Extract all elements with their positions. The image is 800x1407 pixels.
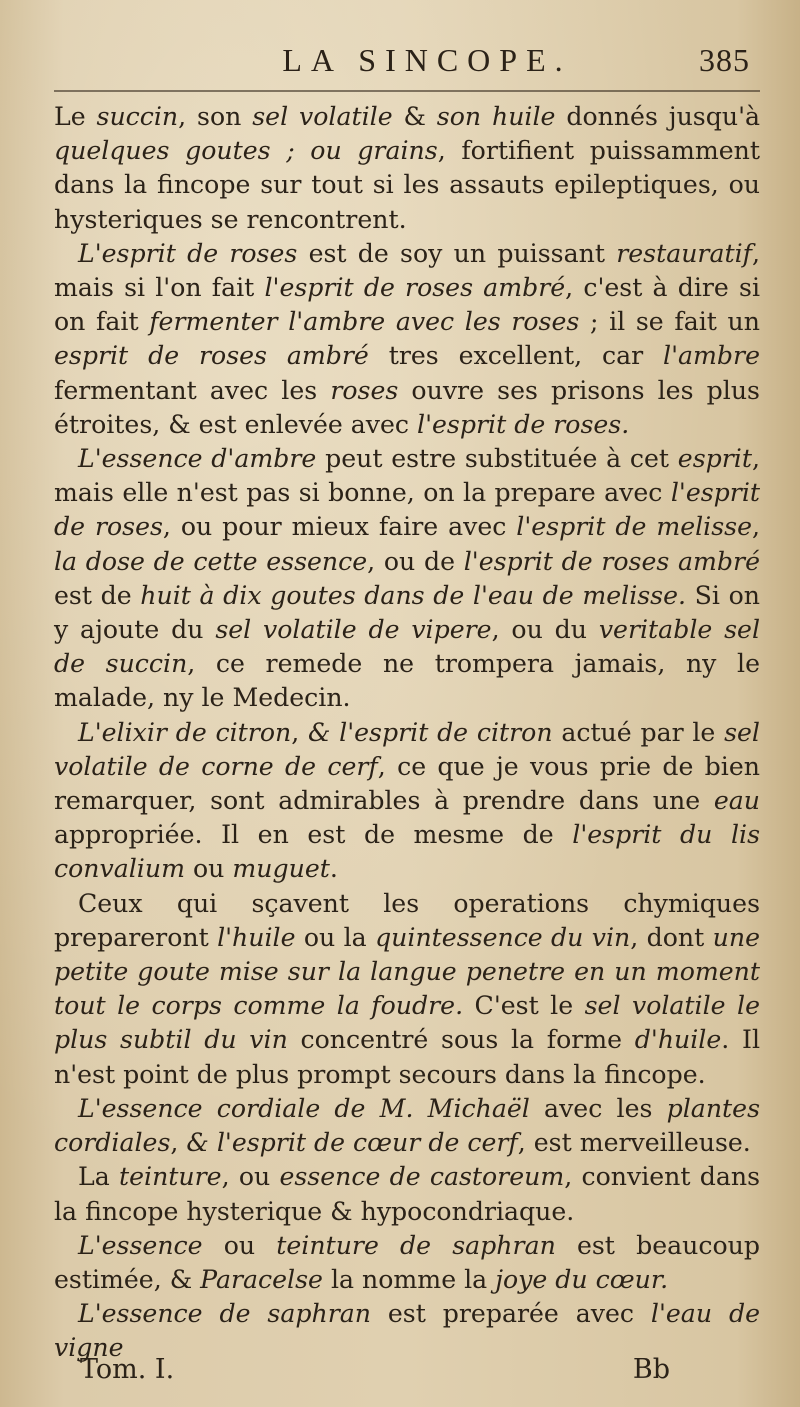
- italic-run: quintessence du vin: [375, 922, 631, 952]
- text-run: est preparée avec: [370, 1299, 651, 1329]
- italic-run: l'huile: [217, 922, 296, 952]
- text-run: , mais si l'on fait: [54, 238, 761, 303]
- paragraph: [54, 100, 760, 237]
- running-header: [54, 42, 760, 90]
- text-run: concentré sous la forme: [287, 1025, 635, 1055]
- italic-run: restauratif: [616, 238, 752, 268]
- italic-run: sel volatile de corne de cerf: [54, 717, 760, 781]
- text-run: donnés jusqu'à: [555, 102, 761, 131]
- header-rule: [54, 90, 760, 92]
- italic-run: l'eau de vigne: [54, 1299, 760, 1363]
- italic-run: roses: [330, 375, 399, 405]
- text-run: Le: [54, 102, 97, 131]
- italic-run: sel volatile: [252, 102, 393, 131]
- text-run: est beaucoup estimée, &: [54, 1230, 760, 1294]
- text-run: ,: [752, 512, 761, 542]
- italic-run: L'elixir de citron: [78, 717, 292, 747]
- text-run: ,: [170, 1128, 187, 1158]
- text-run: , ou: [221, 1162, 280, 1192]
- italic-run: esprit de roses ambré: [54, 341, 369, 371]
- text-run: , ou de: [367, 546, 464, 576]
- italic-run: muguet: [232, 854, 330, 884]
- text-run: , ce remede ne trompera jamais, ny le malade, ny le Medecin.: [54, 649, 760, 713]
- italic-run: eau: [713, 786, 760, 816]
- text-run: ouvre ses prisons les plus étroites, & est enlevée avec: [54, 375, 760, 439]
- body-text: [54, 100, 760, 1366]
- italic-run: L'essence de saphran: [78, 1299, 371, 1329]
- text-run: Si on y ajoute du: [54, 580, 760, 645]
- text-run: , son: [178, 102, 253, 131]
- italic-run: veritable sel de succin: [54, 615, 760, 679]
- text-run: , dont: [630, 922, 713, 952]
- text-run: .: [329, 854, 338, 884]
- text-run: . Il n'est point de plus prompt secours dans la fincope.: [54, 1025, 760, 1089]
- italic-run: huit à dix goutes dans de l'eau de melisse.: [140, 580, 687, 610]
- volume-mark: Tom. I.: [80, 1354, 175, 1385]
- italic-run: l'ambre: [663, 341, 760, 371]
- text-run: Ceux qui sçavent les operations chymiques prepareront: [54, 888, 760, 952]
- italic-run: l'esprit de melisse: [516, 512, 752, 542]
- text-run: avec les: [529, 1093, 667, 1123]
- text-run: &: [392, 102, 437, 131]
- italic-run: l'esprit de roses.: [417, 409, 630, 439]
- signature-mark: Bb: [632, 1354, 670, 1385]
- italic-run: l'esprit du lis convalium: [54, 820, 760, 884]
- italic-run: plantes cordiales: [54, 1093, 760, 1158]
- text-run: appropriée. Il en est de mesme de: [54, 820, 573, 850]
- page-number: 385: [699, 42, 750, 78]
- italic-run: une petite goute mise sur la langue penetre en un moment tout le corps comme la foudre.: [54, 922, 760, 1021]
- italic-run: succin: [96, 102, 179, 131]
- text-run: , fortifient puissamment dans la fincope sur tout si les assauts epileptiques, ou hysteriques se rencontrent.: [54, 136, 760, 234]
- italic-run: essence de castoreum: [279, 1162, 565, 1192]
- paragraph: [54, 237, 760, 442]
- text-run: La: [78, 1162, 119, 1192]
- paragraph: [54, 442, 760, 716]
- text-run: C'est le: [463, 991, 585, 1021]
- italic-run: esprit: [677, 444, 752, 474]
- italic-run: d'huile: [634, 1025, 722, 1055]
- text-run: fermentant avec les: [54, 375, 331, 405]
- page-footer: [80, 1354, 670, 1385]
- paragraph: [54, 716, 760, 887]
- paragraph: [54, 1160, 760, 1228]
- text-run: est de soy un puissant: [297, 238, 617, 268]
- italic-run: quelques goutes ; ou grains: [54, 136, 438, 166]
- italic-run: joye du cœur.: [495, 1264, 669, 1294]
- italic-run: sel volatile de vipere: [215, 615, 492, 645]
- italic-run: & l'esprit de citron: [307, 717, 553, 747]
- text-run: ou: [184, 854, 233, 884]
- italic-run: L'esprit de roses: [78, 238, 298, 268]
- text-run: , est merveilleuse.: [517, 1128, 751, 1158]
- text-run: actué par le: [552, 717, 725, 747]
- paragraph: [54, 1092, 760, 1160]
- text-run: , convient dans la fincope hysterique & hypocondriaque.: [54, 1162, 761, 1226]
- text-run: , ou pour mieux faire avec: [162, 512, 517, 542]
- text-run: , c'est à dire si on fait: [54, 273, 760, 337]
- italic-run: l'esprit de roses ambré: [264, 273, 566, 303]
- text-run: est de: [54, 580, 141, 610]
- italic-run: sel volatile le plus subtil du vin: [54, 991, 760, 1055]
- italic-run: la dose de cette essence: [54, 546, 368, 576]
- text-run: peut estre substituée à cet: [316, 444, 678, 474]
- italic-run: son huile: [436, 102, 556, 131]
- italic-run: teinture: [118, 1162, 222, 1192]
- running-title: LA SINCOPE.: [282, 42, 572, 78]
- text-run: , ou du: [491, 615, 599, 645]
- italic-run: L'essence d'ambre: [78, 444, 317, 474]
- italic-run: L'essence cordiale de M. Michaël: [78, 1093, 530, 1123]
- italic-run: teinture de saphran: [276, 1230, 556, 1260]
- italic-run: fermenter l'ambre avec les roses: [149, 307, 580, 337]
- italic-run: l'esprit de roses ambré: [463, 546, 760, 576]
- text-run: la nomme la: [322, 1264, 496, 1294]
- italic-run: Paracelse: [200, 1264, 323, 1294]
- italic-run: & l'esprit de cœur de cerf: [186, 1128, 518, 1158]
- text-run: tres excellent, car: [368, 341, 664, 371]
- text-run: ou: [202, 1230, 277, 1260]
- text-run: , ce que je vous prie de bien remarquer, sont admirables à prendre dans une: [54, 751, 760, 816]
- paragraph: [54, 1229, 760, 1297]
- paragraph: [54, 887, 760, 1092]
- italic-run: L'essence: [78, 1230, 203, 1260]
- text-run: ou la: [295, 922, 376, 952]
- italic-run: l'esprit de roses: [54, 478, 760, 542]
- text-run: ,: [291, 717, 308, 747]
- text-run: ; il se fait un: [579, 307, 760, 337]
- text-run: , mais elle n'est pas si bonne, on la prepare avec: [54, 444, 760, 508]
